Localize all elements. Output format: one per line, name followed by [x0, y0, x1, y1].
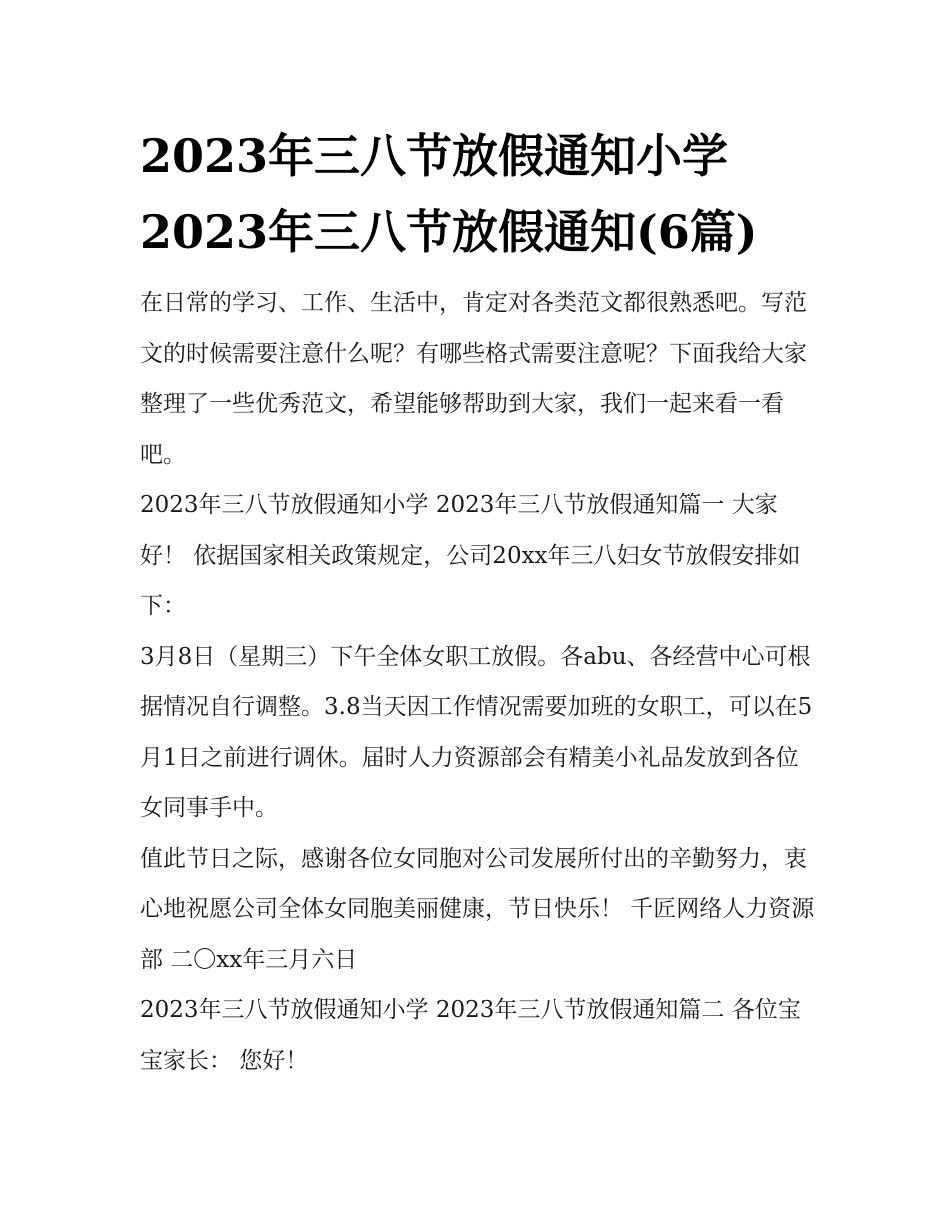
- document-body: [140, 118, 820, 1086]
- paragraph-holiday-schedule: 3月8日（星期三）下午全体女职工放假。各abu、各经营中心可根据情况自行调整。3.8当天因工作情况需要加班的女职工，可以在5月1日之前进行调休。届时人力资源部会有精美小礼品发放到各位女同事手中。: [140, 643, 813, 821]
- title-line-1: 2023年三八节放假通知小学: [140, 129, 729, 183]
- paragraph-greeting-signature: 值此节日之际，感谢各位女同胞对公司发展所付出的辛勤努力，衷心地祝愿公司全体女同胞美丽健康，节日快乐！ 千匠网络人力资源部 二〇xx年三月六日: [140, 845, 815, 973]
- document-title: [140, 118, 820, 270]
- paragraph-intro: 在日常的学习、工作、生活中，肯定对各类范文都很熟悉吧。写范文的时候需要注意什么呢？有哪些格式需要注意呢？下面我给大家整理了一些优秀范文，希望能够帮助到大家，我们一起来看一看吧。: [140, 290, 807, 468]
- title-line-2: 2023年三八节放假通知(6篇): [140, 205, 758, 259]
- paragraph-notice-one: 2023年三八节放假通知小学 2023年三八节放假通知篇一 大家好！ 依据国家相关政策规定，公司20xx年三八妇女节放假安排如下：: [140, 492, 801, 619]
- paragraph-notice-two: 2023年三八节放假通知小学 2023年三八节放假通知篇二 各位宝宝家长： 您好！: [140, 997, 801, 1074]
